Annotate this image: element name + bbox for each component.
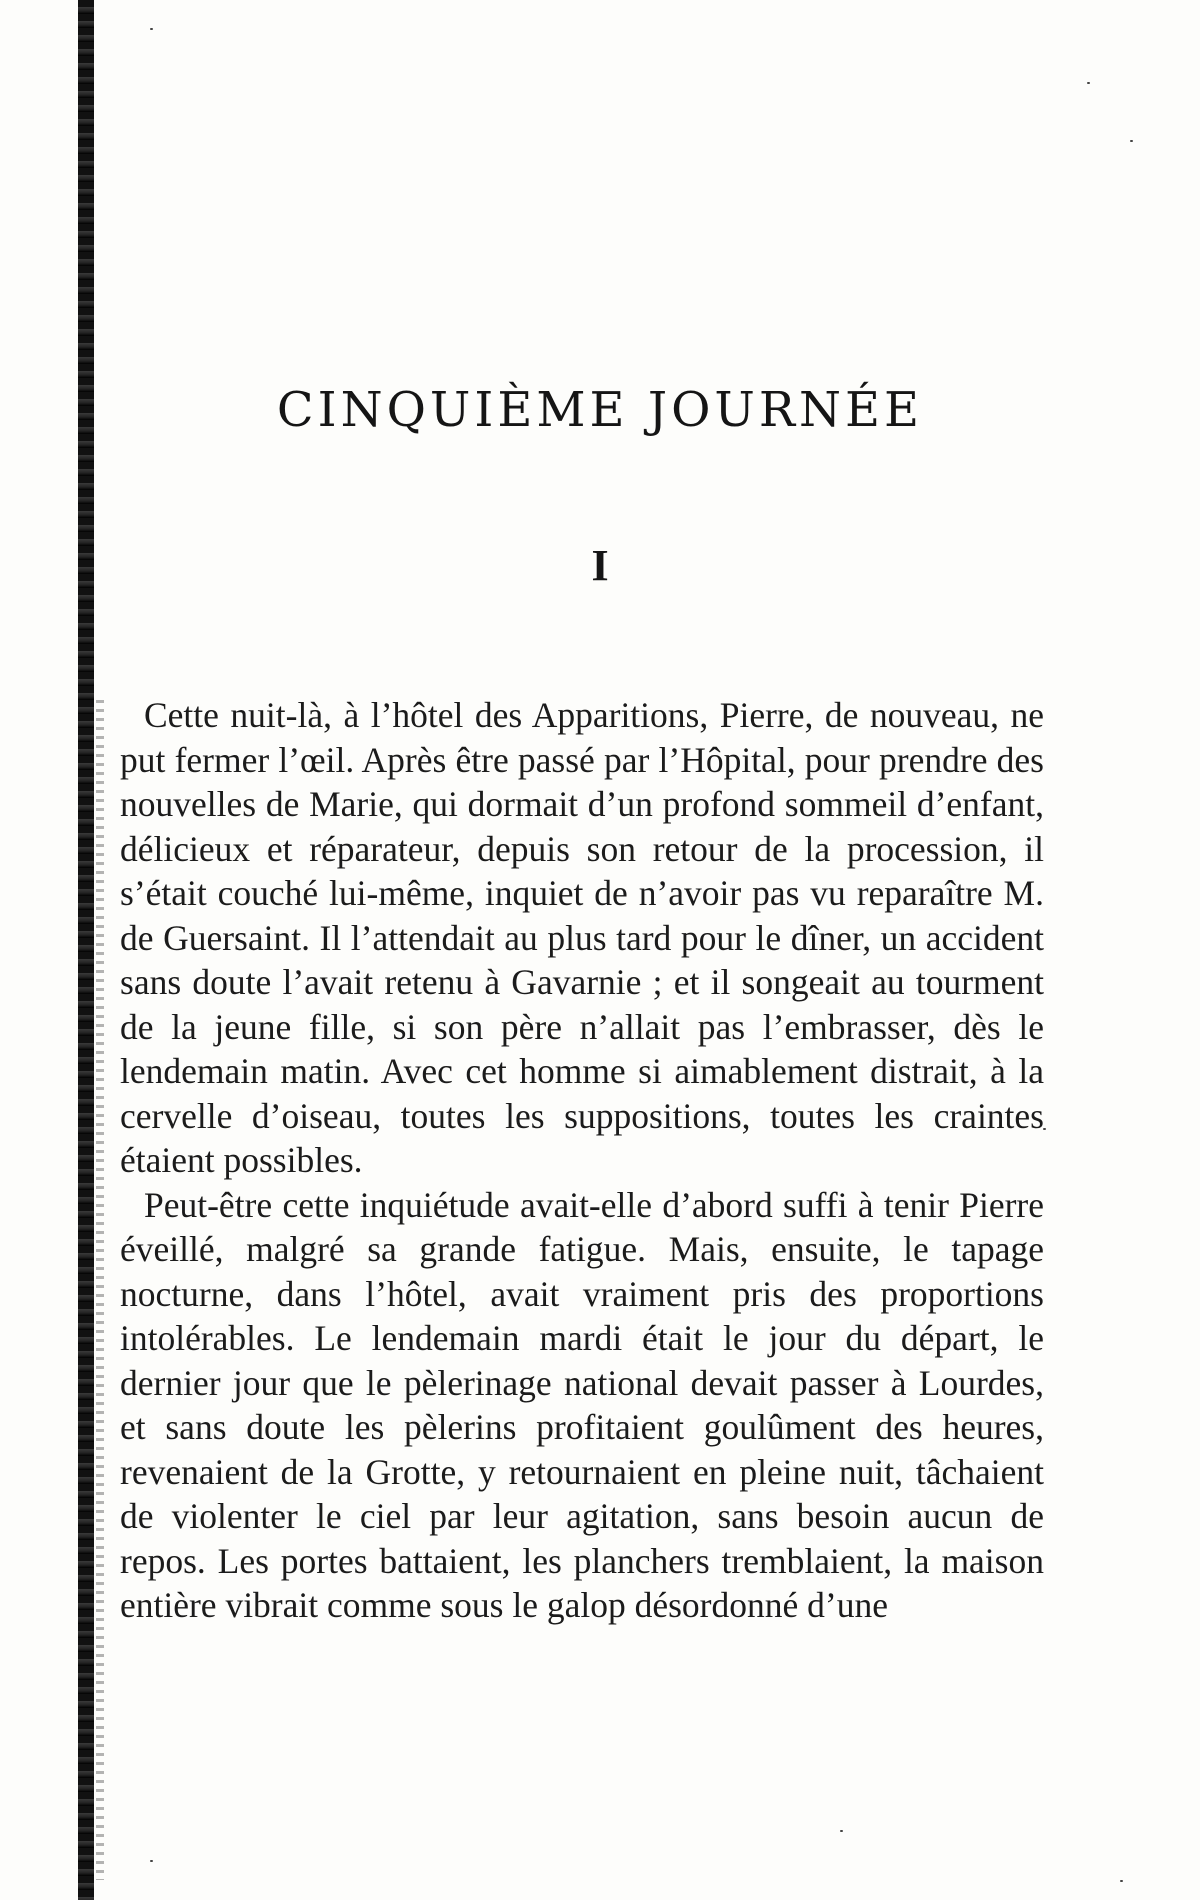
body-text <box>120 693 1044 1628</box>
chapter-title: CINQUIÈME JOURNÉE <box>276 382 924 438</box>
section-number: I <box>591 541 609 590</box>
page-binding-edge <box>78 0 94 1900</box>
paragraph: Cette nuit-là, à l’hôtel des Apparitions, Pierre, de nouveau, ne put fermer l’œil. Après être passé par l’Hôpital, pour prendre des nouvelles de Marie, qui dormait d’un profond sommeil d’enfant, délicieux et réparateur, depuis son retour de la procession, il s’était couché lui-même, inquiet de n’avoir pas vu reparaître M. de Guersaint. Il l’attendait au plus tard pour le dîner, un accident sans doute l’avait retenu à Gavarnie ; et il songeait au tourment de la jeune fille, si son père n’allait pas l’embrasser, dès le lendemain matin. Avec cet homme si aimablement distrait, à la cervelle d’oiseau, toutes les suppositions, toutes les craintes étaient possibles. <box>120 695 1044 1180</box>
paragraph: Peut-être cette inquiétude avait-elle d’abord suffi à tenir Pierre éveillé, malgré sa grande fatigue. Mais, ensuite, le tapage nocturne, dans l’hôtel, avait vraiment pris des proportions intolérables. Le lendemain mardi était le jour du départ, le dernier jour que le pèlerinage national devait passer à Lourdes, et sans doute les pèlerins profitaient goulûment des heures, revenaient de la Grotte, y retournaient en pleine nuit, tâchaient de violenter le ciel par leur agitation, sans besoin aucun de repos. Les portes battaient, les planchers tremblaient, la maison entière vibrait comme sous le galop désordonné d’une <box>120 1184 1044 1625</box>
page-binding-shadow <box>96 700 104 1880</box>
